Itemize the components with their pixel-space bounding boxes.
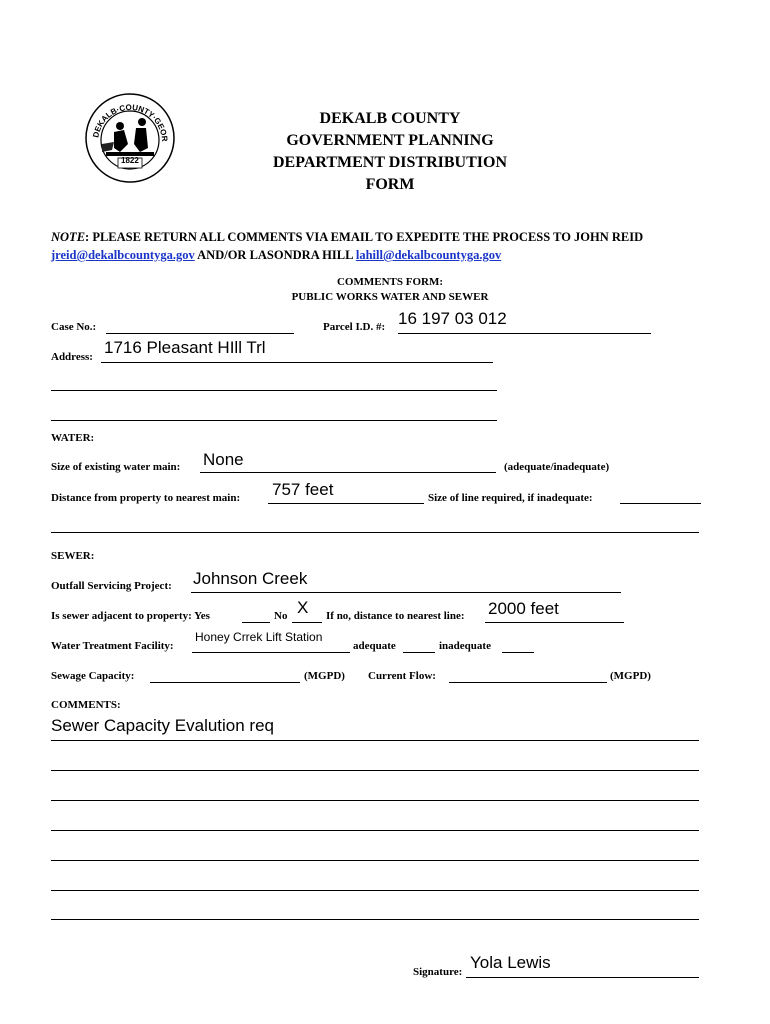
address-label: Address:: [51, 351, 93, 363]
title-line-4: FORM: [365, 176, 415, 193]
sewage-capacity-field[interactable]: [150, 682, 300, 683]
address-line-3[interactable]: [51, 420, 497, 421]
water-main-size-value: None: [203, 450, 244, 469]
address-value: 1716 Pleasant HIll Trl: [104, 338, 266, 357]
email-link-lahill[interactable]: lahill@dekalbcountyga.gov: [355, 248, 502, 262]
water-main-size-label: Size of existing water main:: [51, 461, 181, 473]
address-field[interactable]: [101, 362, 493, 363]
current-flow-unit: (MGPD): [610, 670, 651, 682]
water-heading: WATER:: [51, 432, 95, 444]
water-extra-line[interactable]: [51, 532, 699, 533]
address-line-2[interactable]: [51, 390, 497, 391]
line-size-label: Size of line required, if inadequate:: [428, 492, 593, 504]
sewer-distance-value: 2000 feet: [488, 599, 559, 618]
treatment-facility-label: Water Treatment Facility:: [51, 640, 174, 652]
line-size-field[interactable]: [620, 503, 701, 504]
distance-to-main-value: 757 feet: [272, 480, 334, 499]
case-no-field[interactable]: [106, 333, 294, 334]
form-heading-1: COMMENTS FORM:: [336, 276, 443, 288]
treatment-inadequate-field[interactable]: [502, 652, 534, 653]
comments-line-3[interactable]: [51, 800, 699, 801]
comments-line-5[interactable]: [51, 860, 699, 861]
sewage-capacity-label: Sewage Capacity:: [51, 670, 135, 682]
comments-line-4[interactable]: [51, 830, 699, 831]
outfall-field[interactable]: [191, 592, 621, 593]
page-title: [220, 108, 560, 196]
sewer-distance-field[interactable]: [485, 622, 624, 623]
svg-text:DEKALB·COUNTY·GEORGIA: DEKALB·COUNTY·GEOR: [91, 102, 170, 142]
sewer-no-field[interactable]: [292, 622, 322, 623]
title-line-3: DEPARTMENT DISTRIBUTION: [273, 154, 507, 171]
note-label: NOTE: [51, 230, 86, 244]
seal-graphic: [84, 92, 176, 184]
sewer-distance-label: If no, distance to nearest line:: [326, 610, 465, 622]
comments-value: Sewer Capacity Evalution req: [51, 716, 275, 735]
outfall-value: Johnson Creek: [193, 569, 308, 588]
comments-heading: COMMENTS:: [51, 699, 121, 711]
sewage-capacity-unit: (MGPD): [304, 670, 345, 682]
parcel-id-value: 16 197 03 012: [398, 309, 507, 328]
return-note: [51, 228, 711, 264]
signature-value: Yola Lewis: [470, 953, 551, 972]
signature-field[interactable]: [466, 977, 699, 978]
comments-line-2[interactable]: [51, 770, 699, 771]
parcel-id-label: Parcel I.D. #:: [323, 321, 386, 333]
treatment-facility-value: Honey Crrek Lift Station: [195, 630, 323, 644]
parcel-id-field[interactable]: [398, 333, 651, 334]
current-flow-field[interactable]: [449, 682, 607, 683]
distance-to-main-field[interactable]: [268, 503, 424, 504]
distance-to-main-label: Distance from property to nearest main:: [51, 492, 241, 504]
comments-line-7[interactable]: [51, 919, 699, 920]
treatment-adequate-field[interactable]: [403, 652, 435, 653]
seal-year: 1822: [121, 156, 139, 165]
title-line-1: DEKALB COUNTY: [319, 110, 461, 127]
water-main-size-field[interactable]: [200, 472, 496, 473]
signature-label: Signature:: [413, 966, 463, 978]
county-seal: [84, 92, 176, 184]
comments-line-1[interactable]: [51, 740, 699, 741]
sewer-heading: SEWER:: [51, 550, 95, 562]
current-flow-label: Current Flow:: [368, 670, 436, 682]
sewer-no-value: X: [297, 598, 309, 617]
treatment-inadequate-label: inadequate: [439, 640, 491, 652]
treatment-facility-field[interactable]: [192, 652, 350, 653]
treatment-adequate-label: adequate: [353, 640, 396, 652]
sewer-adjacent-label: Is sewer adjacent to property: Yes: [51, 610, 210, 622]
email-link-jreid[interactable]: jreid@dekalbcountyga.gov: [51, 248, 195, 262]
sewer-yes-field[interactable]: [242, 622, 270, 623]
note-text-1: : PLEASE RETURN ALL COMMENTS VIA EMAIL TO EXPEDITE THE PROCESS TO JOHN REID: [85, 230, 644, 244]
title-line-2: GOVERNMENT PLANNING: [286, 132, 494, 149]
case-no-label: Case No.:: [51, 321, 97, 333]
comments-line-6[interactable]: [51, 890, 699, 891]
form-heading-2: PUBLIC WORKS WATER AND SEWER: [291, 291, 489, 303]
note-text-2: AND/OR LASONDRA HILL: [194, 248, 356, 262]
outfall-label: Outfall Servicing Project:: [51, 580, 172, 592]
sewer-no-label: No: [274, 610, 288, 622]
adequate-inadequate-label: (adequate/inadequate): [504, 461, 610, 473]
